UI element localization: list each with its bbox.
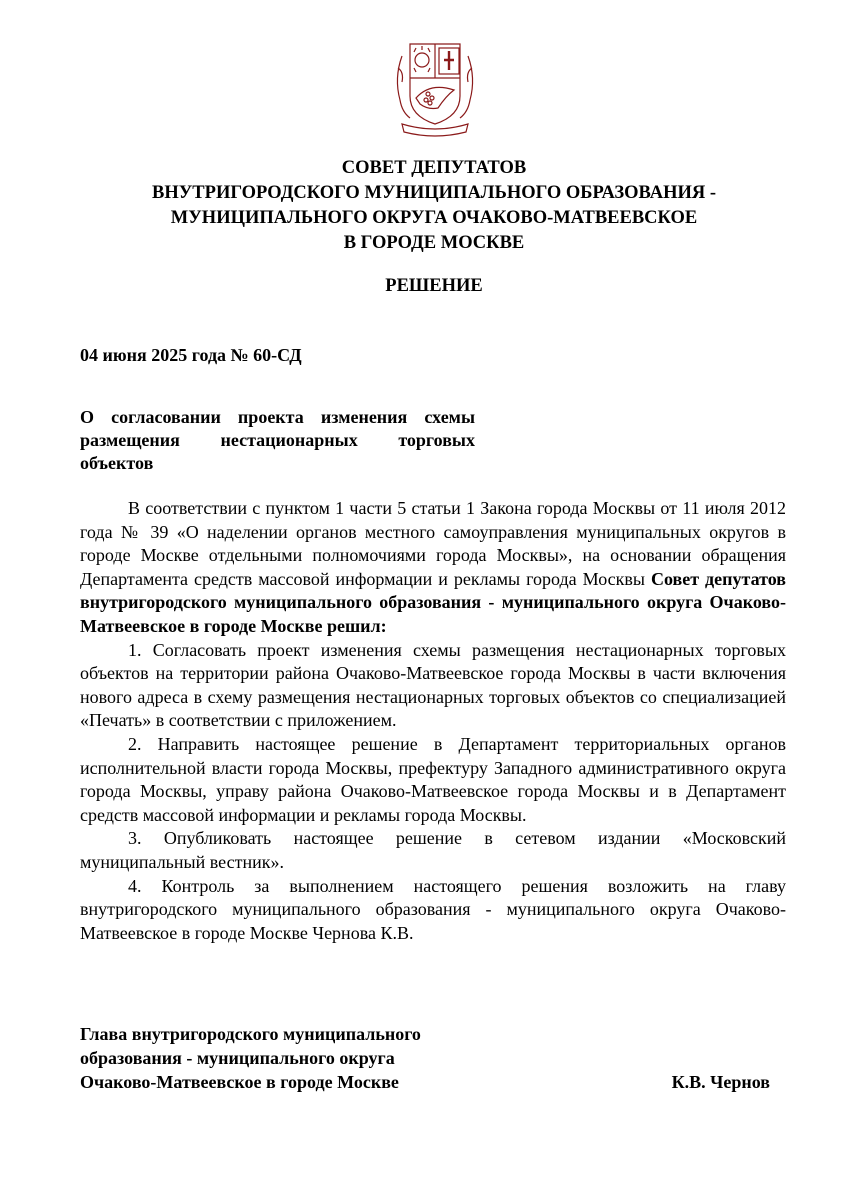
decision-item-4: 4. Контроль за выполнением настоящего решения возложить на главу внутригородского муниципального образования - муниципального округа Очаково-Матвеевское в городе Москве Чернова К.В. — [80, 875, 786, 943]
decision-subject: О согласовании проекта изменения схемы размещения нестационарных торговых объектов — [80, 407, 475, 473]
signatory-name: К.В. Чернов — [671, 1072, 770, 1092]
header-line-4: В ГОРОДЕ МОСКВЕ — [343, 233, 525, 253]
header-line-1: СОВЕТ ДЕПУТАТОВ — [341, 158, 527, 178]
decision-item-1: 1. Согласовать проект изменения схемы размещения нестационарных торговых объектов на территории района Очаково-Матвеевское города Москвы в части включения нового адреса в схему размещения нестационарных торговых объектов со специализацией «Печать» в соответствии с приложением. — [80, 639, 786, 731]
preamble-resolution: Совет депутатов внутригородского муниципального образования - муниципального округа Очаково-Матвеевское в городе Москве решил: — [80, 568, 786, 636]
date-and-number: 04 июня 2025 года № 60-СД — [80, 345, 302, 365]
council-header — [80, 156, 788, 256]
signature-row — [80, 1070, 770, 1094]
decision-item-2: 2. Направить настоящее решение в Департамент территориальных органов исполнительной власти города Москвы, префектуру Западного административного округа города Москвы, управу района Очаково-Матвеевское города Москвы и в Департамент средств массовой информации и рекламы города Москвы. — [80, 733, 786, 825]
preamble-text: В соответствии с пунктом 1 части 5 статьи 1 Закона города Москвы от 11 июля 2012 года № 39 «О наделении органов местного самоуправления муниципальных округов в городе Москве отдельными полномочиями города Москвы», на основании обращения Департамента средств массовой информации и рекламы города Москвы — [80, 498, 786, 589]
decision-body — [80, 497, 786, 945]
signature-title-line-2: образования - муниципального округа — [80, 1048, 395, 1068]
signature-block — [80, 1022, 770, 1094]
header-line-3: МУНИЦИПАЛЬНОГО ОКРУГА ОЧАКОВО-МАТВЕЕВСКОЕ — [170, 208, 698, 228]
document-type-title: РЕШЕНИЕ — [385, 276, 483, 296]
coat-of-arms-emblem — [380, 38, 490, 138]
signature-title-line-1: Глава внутригородского муниципального — [80, 1024, 421, 1044]
header-line-2: ВНУТРИГОРОДСКОГО МУНИЦИПАЛЬНОГО ОБРАЗОВАНИЯ - — [152, 183, 716, 203]
signature-title-line-3: Очаково-Матвеевское в городе Москве — [80, 1072, 399, 1092]
preamble-paragraph — [80, 497, 786, 639]
decision-item-3: 3. Опубликовать настоящее решение в сетевом издании «Московский муниципальный вестник». — [80, 828, 786, 872]
